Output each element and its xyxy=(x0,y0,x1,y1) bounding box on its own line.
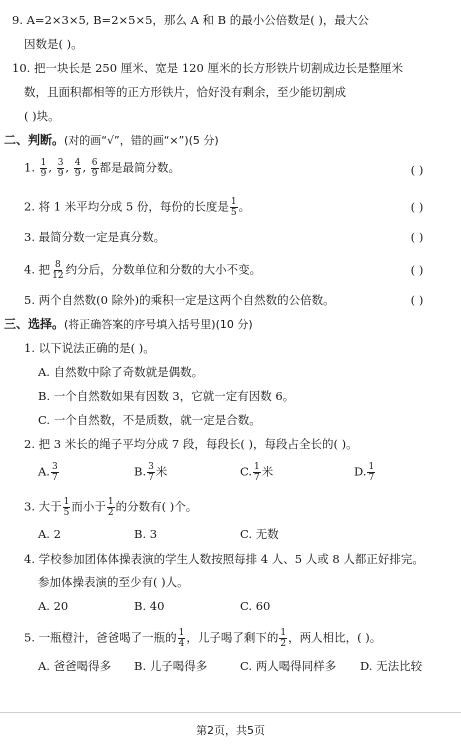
answer-paren[interactable]: ( ) xyxy=(410,200,424,214)
fraction: $\frac{6}{9}$ xyxy=(91,158,98,179)
section2-title: 二、判断。 xyxy=(4,133,65,147)
q9-line2: 因数是( )。 xyxy=(24,37,83,51)
fraction: $\frac{1}{5}$ xyxy=(63,497,70,518)
page-number: 第2页，共5页 xyxy=(196,724,265,737)
judge-q3: 3. 最简分数一定是真分数。 xyxy=(24,230,166,244)
answer-paren[interactable]: ( ) xyxy=(410,293,424,307)
fraction: $\frac{1}{9}$ xyxy=(40,158,47,179)
footer-divider xyxy=(0,712,461,713)
section3-title: 三、选择。 xyxy=(4,317,65,331)
choice-q3-option-a[interactable]: A. 2 xyxy=(38,527,61,541)
choice-q5-option-d[interactable]: D. 无法比较 xyxy=(360,659,423,673)
choice-q5-option-b[interactable]: B. 儿子喝得多 xyxy=(134,659,208,673)
section2-note: (对的画“√”，错的画“×”)(5 分) xyxy=(64,134,219,147)
fraction: $\frac{1}{4}$ xyxy=(178,628,185,649)
answer-paren[interactable]: ( ) xyxy=(410,163,424,177)
judge-q4: 4. 把 $\frac{8}{12}$ 约分后，分数单位和分数的大小不变。 xyxy=(24,260,262,281)
judge-q1: 1. $\frac{1}{9}$ , $\frac{3}{9}$ , $\frac{4}{9}$ , $\frac{6}{9}$ 都是最简分数。 xyxy=(24,158,181,179)
fraction: $\frac{8}{12}$ xyxy=(52,260,64,281)
choice-q4-line1: 4. 学校参加团体体操表演的学生人数按照每排 4 人、5 人或 8 人都正好排完。 xyxy=(24,552,424,566)
section2-heading xyxy=(4,132,219,149)
choice-q3-option-c[interactable]: C. 无数 xyxy=(240,527,279,541)
choice-q5-option-a[interactable]: A. 爸爸喝得多 xyxy=(38,659,112,673)
choice-q1-option-a[interactable]: A. 自然数中除了奇数就是偶数。 xyxy=(38,365,204,379)
choice-q2-stem: 2. 把 3 米长的绳子平均分成 7 段，每段长( )，每段占全长的( )。 xyxy=(24,437,358,451)
choice-q3-stem: 3. 大于 $\frac{1}{5}$ 而小于 $\frac{1}{2}$ 的分数有( )个。 xyxy=(24,497,198,518)
choice-q2-option-b[interactable]: B. $\frac{3}{7}$ 米 xyxy=(134,462,168,483)
choice-q5-stem: 5. 一瓶橙汁，爸爸喝了一瓶的 $\frac{1}{4}$ ，儿子喝了剩下的 $\frac{1}{2}$ ，两人相比，( )。 xyxy=(24,628,382,649)
fraction: $\frac{3}{9}$ xyxy=(57,158,64,179)
choice-q1-stem: 1. 以下说法正确的是( )。 xyxy=(24,341,155,355)
fraction: $\frac{4}{9}$ xyxy=(74,158,81,179)
answer-paren[interactable]: ( ) xyxy=(410,230,424,244)
choice-q2-option-d[interactable]: D. $\frac{1}{7}$ xyxy=(354,462,375,483)
section3-heading xyxy=(4,316,253,333)
choice-q4-option-b[interactable]: B. 40 xyxy=(134,599,165,613)
choice-q1-option-b[interactable]: B. 一个自然数如果有因数 3，它就一定有因数 6。 xyxy=(38,389,295,403)
choice-q2-option-c[interactable]: C. $\frac{1}{7}$ 米 xyxy=(240,462,274,483)
choice-q4-option-c[interactable]: C. 60 xyxy=(240,599,271,613)
fraction: $\frac{1}{7}$ xyxy=(368,462,375,483)
choice-q1-option-c[interactable]: C. 一个自然数，不是质数，就一定是合数。 xyxy=(38,413,261,427)
q10-line3: ( )块。 xyxy=(24,109,60,123)
fraction: $\frac{1}{7}$ xyxy=(254,462,260,483)
judge-q5: 5. 两个自然数(0 除外)的乘积一定是这两个自然数的公倍数。 xyxy=(24,293,335,307)
answer-paren[interactable]: ( ) xyxy=(410,263,424,277)
section3-note: (将正确答案的序号填入括号里)(10 分) xyxy=(64,318,253,331)
choice-q5-option-c[interactable]: C. 两人喝得同样多 xyxy=(240,659,337,673)
q10-line2: 数，且面积都相等的正方形铁片，恰好没有剩余，至少能切割成 xyxy=(24,85,346,99)
choice-q4-line2: 参加体操表演的至少有( )人。 xyxy=(38,575,189,589)
choice-q3-option-b[interactable]: B. 3 xyxy=(134,527,158,541)
fraction: $\frac{1}{5}$ xyxy=(230,197,237,218)
fraction: $\frac{3}{7}$ xyxy=(148,462,154,483)
judge-q2: 2. 将 1 米平均分成 5 份，每份的长度是 $\frac{1}{5}$ 。 xyxy=(24,197,251,218)
fraction: $\frac{1}{2}$ xyxy=(280,628,287,649)
q10-line1: 10. 把一块长是 250 厘米、宽是 120 厘米的长方形铁片切割成边长是整厘米 xyxy=(12,61,403,75)
choice-q2-option-a[interactable]: A. $\frac{3}{7}$ xyxy=(38,462,58,483)
fraction: $\frac{3}{7}$ xyxy=(51,462,58,483)
q9-line1: 9. A=2×3×5, B=2×5×5，那么 A 和 B 的最小公倍数是( )，最大公 xyxy=(12,13,369,27)
fraction: $\frac{1}{2}$ xyxy=(107,497,114,518)
choice-q4-option-a[interactable]: A. 20 xyxy=(38,599,69,613)
